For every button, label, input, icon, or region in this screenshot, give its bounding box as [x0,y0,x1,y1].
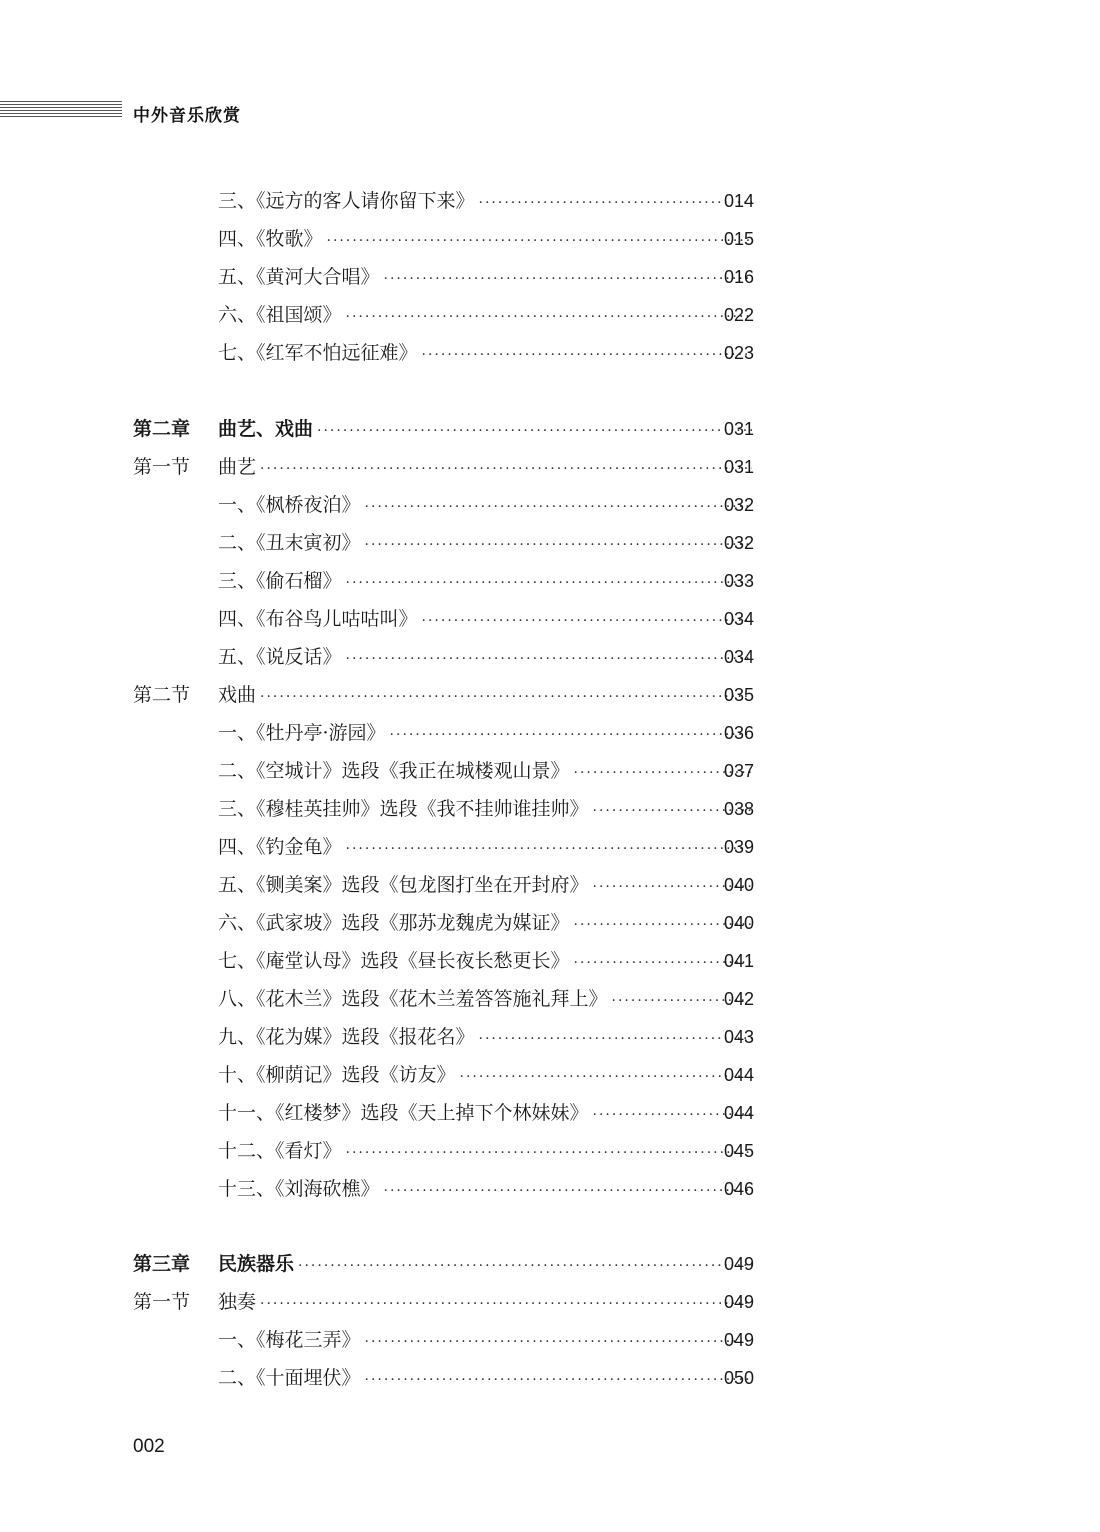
toc-entry-title: 二、《丑末寅初》 [218,532,361,554]
toc-entry [218,942,754,982]
dot-leader [390,716,752,754]
toc-page-number: 049 [724,1254,755,1274]
toc-entry [218,980,754,1020]
dot-leader [346,1134,752,1172]
dot-leader [460,1058,752,1096]
toc-item-row [0,790,1100,828]
toc-item-row [0,562,1100,600]
toc-page-number: 041 [724,951,755,971]
toc-entry [218,1321,754,1361]
toc-item-row [0,980,1100,1018]
toc-entry-title: 十、《柳荫记》选段《访友》 [218,1064,456,1086]
toc-page-number: 014 [724,191,755,211]
toc-entry [218,866,754,906]
toc-number-label: 第三章 [133,1253,191,1275]
toc-entry-title: 三、《穆桂英挂帅》选段《我不挂帅谁挂帅》 [218,798,589,820]
toc-item-row [0,1094,1100,1132]
toc-entry-title: 七、《庵堂认母》选段《昼长夜长愁更长》 [218,950,570,972]
dot-leader [346,640,752,678]
toc-page-number: 050 [724,1368,755,1388]
toc-number-label: 第一节 [133,456,191,478]
toc-entry [218,904,754,944]
toc-page-number: 049 [724,1330,755,1350]
toc-entry-title: 十二、《看灯》 [218,1140,342,1162]
toc-entry [218,448,754,488]
toc-section-row [0,448,1100,486]
dot-leader [346,564,752,602]
toc-item-row [0,904,1100,942]
toc-item-row [0,752,1100,790]
toc-entry-title: 一、《枫桥夜泊》 [218,494,361,516]
toc-item-row [0,1170,1100,1208]
toc-entry-title: 四、《布谷鸟儿咕咕叫》 [218,608,418,630]
toc-number-label: 第二章 [133,418,191,440]
toc-section-row [0,1283,1100,1321]
dot-leader [384,260,752,298]
toc-page-number: 034 [724,647,755,667]
toc-number-label: 第二节 [133,684,191,706]
toc-page-number: 046 [724,1179,755,1199]
toc-entry-title: 曲艺、戏曲 [218,418,314,440]
toc-page-number: 039 [724,837,755,857]
dot-leader [260,678,752,716]
dot-leader [422,602,752,640]
toc-page-number: 035 [724,685,755,705]
toc-page-number: 016 [724,267,755,287]
toc-page-number: 040 [724,913,755,933]
dot-leader [479,1020,752,1058]
dot-leader [479,184,752,222]
toc-page-number: 038 [724,799,755,819]
toc-entry [218,714,754,754]
dot-leader [422,336,752,374]
toc-entry [218,1056,754,1096]
toc-item-row [0,1321,1100,1359]
toc-page-number: 049 [724,1292,755,1312]
toc-entry [218,1170,754,1210]
toc-page-number: 036 [724,723,755,743]
toc-page-number: 043 [724,1027,755,1047]
toc-item-row [0,828,1100,866]
toc-item-row [0,220,1100,258]
toc-page-number: 033 [724,571,755,591]
dot-leader [365,1361,752,1399]
toc-page-number: 040 [724,875,755,895]
dot-leader [384,1172,752,1210]
toc-entry-title: 六、《武家坡》选段《那苏龙魏虎为媒证》 [218,912,570,934]
running-header-title: 中外音乐欣赏 [133,106,241,126]
toc-entry [218,220,754,260]
toc-page-number: 032 [724,495,755,515]
toc-entry [218,562,754,602]
toc-page-number: 015 [724,229,755,249]
toc-entry-title: 独奏 [218,1291,257,1313]
toc-entry [218,258,754,298]
toc-entry-title: 六、《祖国颂》 [218,304,342,326]
toc-item-row [0,296,1100,334]
toc-entry-title: 四、《钓金龟》 [218,836,342,858]
toc-page-number: 031 [724,419,755,439]
toc-item-row [0,1056,1100,1094]
toc-entry [218,182,754,222]
toc-entry [218,828,754,868]
toc-entry [218,1245,754,1285]
toc-item-row [0,866,1100,904]
toc-entry-title: 五、《铡美案》选段《包龙图打坐在开封府》 [218,874,589,896]
toc-entry-title: 二、《空城计》选段《我正在城楼观山景》 [218,760,570,782]
toc-entry-title: 曲艺 [218,456,257,478]
toc-page-number: 023 [724,343,755,363]
toc-page-number: 031 [724,457,755,477]
toc-entry-title: 戏曲 [218,684,257,706]
toc-item-row [0,1018,1100,1056]
toc-entry [218,790,754,830]
toc-entry [218,1283,754,1323]
toc-page-number: 044 [724,1103,755,1123]
toc-entry-title: 三、《远方的客人请你留下来》 [218,190,475,212]
dot-leader [365,1323,752,1361]
toc-entry-title: 十三、《刘海砍樵》 [218,1178,380,1200]
toc-page-number: 045 [724,1141,755,1161]
dot-leader [298,1247,752,1285]
toc-entry-title: 八、《花木兰》选段《花木兰羞答答施礼拜上》 [218,988,608,1010]
toc-entry-title: 民族器乐 [218,1253,295,1275]
toc-item-row [0,638,1100,676]
dot-leader [317,412,752,450]
toc-item-row [0,600,1100,638]
toc-page-number: 037 [724,761,755,781]
toc-item-row [0,942,1100,980]
toc-item-row [0,524,1100,562]
toc-page-number: 022 [724,305,755,325]
dot-leader [346,830,752,868]
toc-entry [218,486,754,526]
toc-item-row [0,1132,1100,1170]
toc-entry-title: 九、《花为媒》选段《报花名》 [218,1026,475,1048]
toc-entry-title: 五、《说反话》 [218,646,342,668]
toc-entry-title: 一、《牡丹亭·游园》 [218,722,386,744]
dot-leader [327,222,752,260]
toc-entry [218,410,754,450]
toc-item-row [0,182,1100,220]
toc-entry [218,1094,754,1134]
toc-entry [218,1018,754,1058]
toc-page-number: 042 [724,989,755,1009]
toc-chapter-row [0,410,1100,448]
toc-entry-title: 十一、《红楼梦》选段《天上掉下个林妹妹》 [218,1102,589,1124]
toc-page-number: 044 [724,1065,755,1085]
toc-entry [218,752,754,792]
toc-entry [218,334,754,374]
dot-leader [365,488,752,526]
toc-entry [218,676,754,716]
toc-entry [218,1132,754,1172]
page-number: 002 [133,1436,165,1457]
toc-entry-title: 三、《偷石榴》 [218,570,342,592]
toc-item-row [0,1359,1100,1397]
toc-section-row [0,676,1100,714]
toc-entry-title: 二、《十面埋伏》 [218,1367,361,1389]
toc-entry [218,296,754,336]
toc-entry-title: 四、《牧歌》 [218,228,323,250]
toc-chapter-row [0,1245,1100,1283]
toc-item-row [0,714,1100,752]
toc-entry [218,600,754,640]
dot-leader [260,1285,752,1323]
toc-entry-title: 一、《梅花三弄》 [218,1329,361,1351]
toc-item-row [0,258,1100,296]
toc-page-number: 032 [724,533,755,553]
toc-number-label: 第一节 [133,1291,191,1313]
toc-entry-title: 五、《黄河大合唱》 [218,266,380,288]
toc-entry [218,1359,754,1399]
toc-page-number: 034 [724,609,755,629]
toc-entry-title: 七、《红军不怕远征难》 [218,342,418,364]
toc-entry [218,524,754,564]
dot-leader [365,526,752,564]
toc-entry [218,638,754,678]
dot-leader [260,450,752,488]
header-rule [0,101,122,121]
toc-item-row [0,486,1100,524]
dot-leader [346,298,752,336]
toc-item-row [0,334,1100,372]
